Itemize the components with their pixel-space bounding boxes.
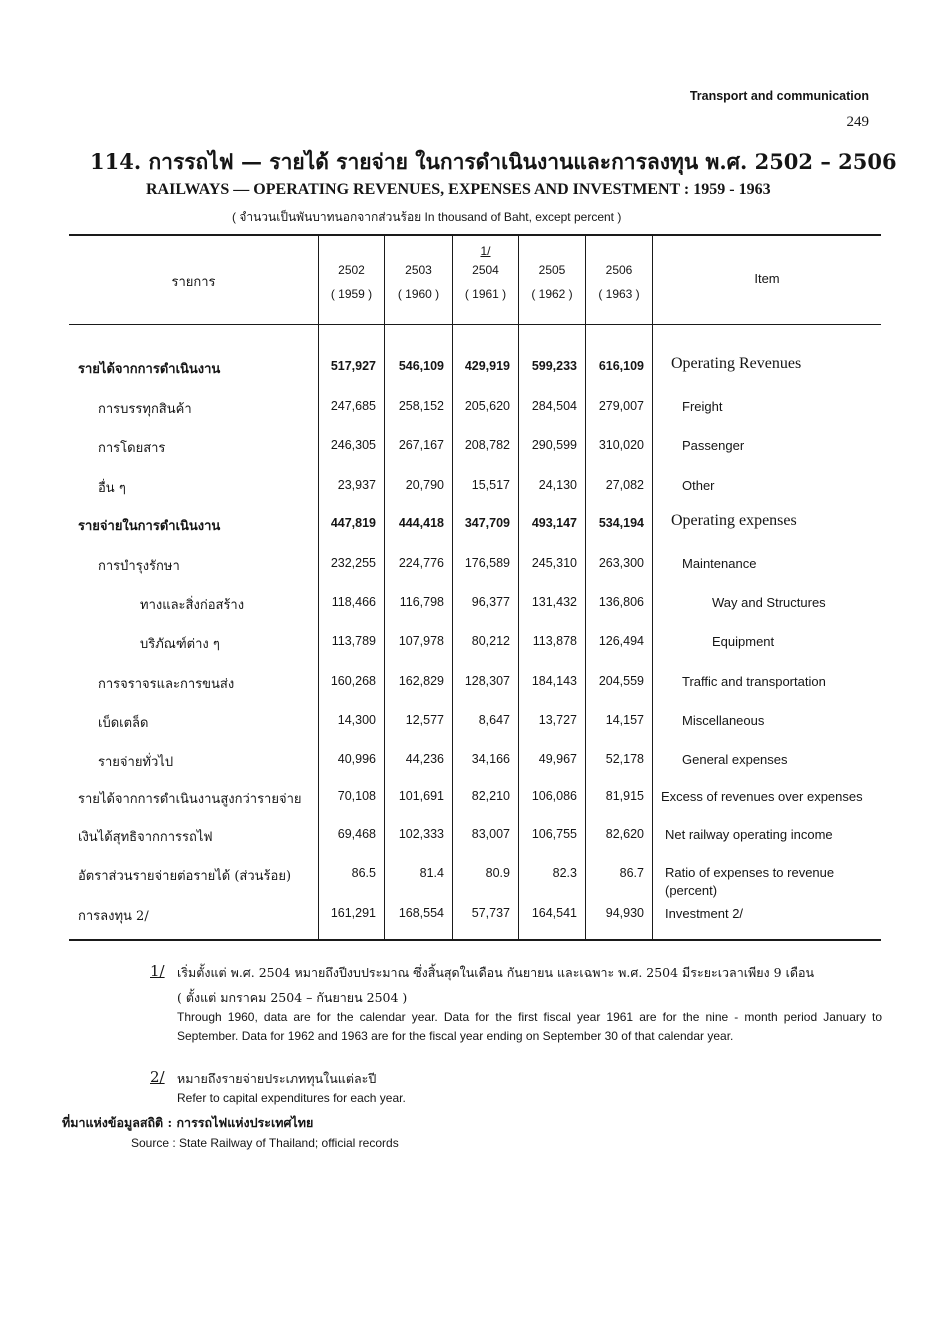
row-label-thai: การโดยสาร xyxy=(98,441,166,456)
table-cell-value: 168,554 xyxy=(398,906,444,920)
table-cell-value: 96,377 xyxy=(471,595,510,609)
source-thai: ที่มาแห่งข้อมูลสถิติ : การรถไฟแห่งประเทศไทย xyxy=(62,1115,314,1130)
row-label-thai: บริภัณฑ์ต่าง ๆ xyxy=(140,637,220,652)
table-top-rule xyxy=(69,234,881,236)
row-label-thai: อัตราส่วนรายจ่ายต่อรายได้ (ส่วนร้อย) xyxy=(78,869,292,884)
table-cell-value: 347,709 xyxy=(464,516,510,530)
table-cell-value: 118,466 xyxy=(331,595,376,609)
table-cell-value: 164,541 xyxy=(531,906,577,920)
table-cell-value: 546,109 xyxy=(398,359,444,373)
column-header-year-be: 2505 xyxy=(538,263,566,277)
table-cell-value: 57,737 xyxy=(471,906,510,920)
table-cell-value: 82,620 xyxy=(605,827,644,841)
table-cell-value: 444,418 xyxy=(398,516,444,530)
table-cell-value: 284,504 xyxy=(531,399,577,413)
column-header-year-ce: ( 1962 ) xyxy=(531,287,573,301)
table-title-thai: 114. การรถไฟ — รายได้ รายจ่าย ในการดำเนินงานและการลงทุน พ.ศ. 2502 – 2506 xyxy=(90,149,897,174)
table-cell-value: 517,927 xyxy=(330,359,376,373)
row-label-english: Ratio of expenses to revenue (percent) xyxy=(665,865,835,898)
column-header-item-thai: รายการ xyxy=(171,275,216,290)
table-bottom-rule xyxy=(69,939,881,941)
table-cell-value: 279,007 xyxy=(598,399,644,413)
footnote-1-english: Through 1960, data are for the calendar year. Data for the first fiscal year 1961 are for the nine - month period January to September. Data for 1962 and 1963 are for the fiscal year ending on September 30 of that calendar year. xyxy=(177,1010,882,1043)
table-cell-value: 27,082 xyxy=(605,478,644,492)
table-cell-value: 161,291 xyxy=(330,906,376,920)
column-divider xyxy=(652,236,653,939)
table-cell-value: 49,967 xyxy=(538,752,577,766)
row-label-english: Excess of revenues over expenses xyxy=(661,789,863,804)
section-label: Transport and communication xyxy=(689,89,869,103)
table-cell-value: 263,300 xyxy=(598,556,644,570)
table-cell-value: 599,233 xyxy=(531,359,577,373)
row-label-english: Traffic and transportation xyxy=(682,674,826,689)
table-cell-value: 15,517 xyxy=(471,478,510,492)
column-header-year-be: 2503 xyxy=(405,263,432,277)
row-label-thai: อื่น ๆ xyxy=(98,481,126,496)
table-cell-value: 106,755 xyxy=(531,827,577,841)
footnote-2-mark: 2/ xyxy=(150,1068,165,1086)
row-label-english: Maintenance xyxy=(682,556,757,571)
table-cell-value: 232,255 xyxy=(330,556,376,570)
table-cell-value: 290,599 xyxy=(531,438,577,452)
table-cell-value: 23,937 xyxy=(337,478,376,492)
table-cell-value: 224,776 xyxy=(398,556,444,570)
table-cell-value: 14,300 xyxy=(337,713,376,727)
row-label-thai: รายจ่ายในการดำเนินงาน xyxy=(78,519,221,534)
column-header-year-be: 2502 xyxy=(338,263,365,277)
row-label-english: Equipment xyxy=(712,634,775,649)
table-cell-value: 184,143 xyxy=(531,674,577,688)
row-label-thai: ทางและสิ่งก่อสร้าง xyxy=(140,598,245,613)
column-header-year-be: 2506 xyxy=(605,263,633,277)
row-label-english: Operating expenses xyxy=(671,512,797,529)
table-cell-value: 81.4 xyxy=(419,866,444,880)
row-label-english: Freight xyxy=(682,399,723,414)
table-cell-value: 176,589 xyxy=(464,556,510,570)
unit-note: ( จำนวนเป็นพันบาทนอกจากส่วนร้อย In thousand of Baht, except percent ) xyxy=(232,210,622,224)
table-cell-value: 86.5 xyxy=(351,866,376,880)
table-cell-value: 12,577 xyxy=(405,713,444,727)
row-label-thai: การบำรุงรักษา xyxy=(98,559,180,574)
row-label-english: Net railway operating income xyxy=(665,827,833,842)
table-cell-value: 14,157 xyxy=(605,713,644,727)
table-cell-value: 106,086 xyxy=(531,789,577,803)
table-cell-value: 13,727 xyxy=(538,713,577,727)
table-cell-value: 258,152 xyxy=(398,399,444,413)
table-cell-value: 44,236 xyxy=(405,752,444,766)
table-title-english: RAILWAYS — OPERATING REVENUES, EXPENSES AND INVESTMENT : 1959 - 1963 xyxy=(146,181,771,198)
row-label-english: Investment 2/ xyxy=(665,906,744,921)
row-label-thai: รายจ่ายทั่วไป xyxy=(98,755,174,770)
table-cell-value: 493,147 xyxy=(531,516,577,530)
table-cell-value: 128,307 xyxy=(464,674,510,688)
table-cell-value: 616,109 xyxy=(598,359,644,373)
table-cell-value: 160,268 xyxy=(330,674,376,688)
table-cell-value: 246,305 xyxy=(330,438,376,452)
table-cell-value: 107,978 xyxy=(398,634,444,648)
column-header-year-be: 2504 xyxy=(472,263,499,277)
footnote-1-thai: เริ่มตั้งแต่ พ.ศ. 2504 หมายถึงปีงบประมาณ ซึ่งสิ้นสุดในเดือน กันยายน และเฉพาะ พ.ศ. 2504 มีระยะเวลาเพียง 9 เดือน xyxy=(177,965,815,980)
table-cell-value: 131,432 xyxy=(531,595,577,609)
table-cell-value: 162,829 xyxy=(398,674,444,688)
table-cell-value: 247,685 xyxy=(330,399,376,413)
table-cell-value: 83,007 xyxy=(471,827,510,841)
table-cell-value: 80.9 xyxy=(485,866,510,880)
footnote-2-thai: หมายถึงรายจ่ายประเภททุนในแต่ละปี xyxy=(177,1071,377,1086)
column-header-year-ce: ( 1959 ) xyxy=(330,287,373,301)
table-cell-value: 80,212 xyxy=(471,634,510,648)
table-cell-value: 24,130 xyxy=(538,478,577,492)
table-cell-value: 86.7 xyxy=(619,866,644,880)
source-english: Source : State Railway of Thailand; official records xyxy=(131,1136,399,1150)
table-cell-value: 205,620 xyxy=(464,399,510,413)
row-label-thai: การบรรทุกสินค้า xyxy=(98,402,192,417)
table-cell-value: 429,919 xyxy=(464,359,510,373)
table-cell-value: 94,930 xyxy=(605,906,644,920)
table-cell-value: 101,691 xyxy=(398,789,444,803)
table-cell-value: 116,798 xyxy=(399,595,444,609)
column-header-year-ce: ( 1960 ) xyxy=(397,287,440,301)
table-cell-value: 310,020 xyxy=(598,438,644,452)
table-cell-value: 20,790 xyxy=(405,478,444,492)
column-header-item-english: Item xyxy=(754,271,780,286)
footnote-1-thai-period: ( ตั้งแต่ มกราคม 2504 – กันยายน 2504 ) xyxy=(177,990,408,1005)
table-cell-value: 534,194 xyxy=(598,516,644,530)
page-number: 249 xyxy=(846,114,869,130)
table-cell-value: 136,806 xyxy=(598,595,644,609)
footnote-2-english: Refer to capital expenditures for each year. xyxy=(177,1091,406,1105)
table-cell-value: 34,166 xyxy=(471,752,510,766)
table-cell-value: 126,494 xyxy=(598,634,644,648)
row-label-thai: รายได้จากการดำเนินงานสูงกว่ารายจ่าย xyxy=(78,792,302,807)
table-cell-value: 113,878 xyxy=(532,634,577,648)
table-cell-value: 82,210 xyxy=(471,789,510,803)
footnote-1-mark: 1/ xyxy=(150,962,165,980)
row-label-english: General expenses xyxy=(682,752,788,767)
row-label-english: Way and Structures xyxy=(712,595,826,610)
table-cell-value: 70,108 xyxy=(337,789,376,803)
table-cell-value: 52,178 xyxy=(605,752,644,766)
table-cell-value: 81,915 xyxy=(605,789,644,803)
table-cell-value: 102,333 xyxy=(398,827,444,841)
column-header-year-ce: ( 1961 ) xyxy=(464,287,507,301)
row-label-thai: เบ็ดเตล็ด xyxy=(98,716,149,731)
row-label-thai: เงินได้สุทธิจากการรถไฟ xyxy=(78,830,213,845)
table-cell-value: 69,468 xyxy=(337,827,376,841)
row-label-thai: รายได้จากการดำเนินงาน xyxy=(78,362,221,377)
table-cell-value: 267,167 xyxy=(398,438,444,452)
row-label-thai: การลงทุน 2/ xyxy=(78,909,149,924)
row-label-english: Other xyxy=(682,478,715,493)
table-cell-value: 82.3 xyxy=(552,866,577,880)
table-cell-value: 8,647 xyxy=(478,713,510,727)
row-label-english: Miscellaneous xyxy=(682,713,765,728)
table-cell-value: 113,789 xyxy=(331,634,376,648)
table-cell-value: 40,996 xyxy=(337,752,376,766)
row-label-english: Passenger xyxy=(682,438,745,453)
header-bottom-rule xyxy=(69,324,881,325)
table-cell-value: 447,819 xyxy=(330,516,376,530)
column-header-year-ce: ( 1963 ) xyxy=(598,287,640,301)
table-cell-value: 204,559 xyxy=(598,674,644,688)
row-label-english: Operating Revenues xyxy=(671,355,802,372)
table-cell-value: 245,310 xyxy=(531,556,577,570)
column-header-year-mark: 1/ xyxy=(480,244,491,258)
row-label-thai: การจราจรและการขนส่ง xyxy=(98,677,235,692)
table-cell-value: 208,782 xyxy=(464,438,510,452)
